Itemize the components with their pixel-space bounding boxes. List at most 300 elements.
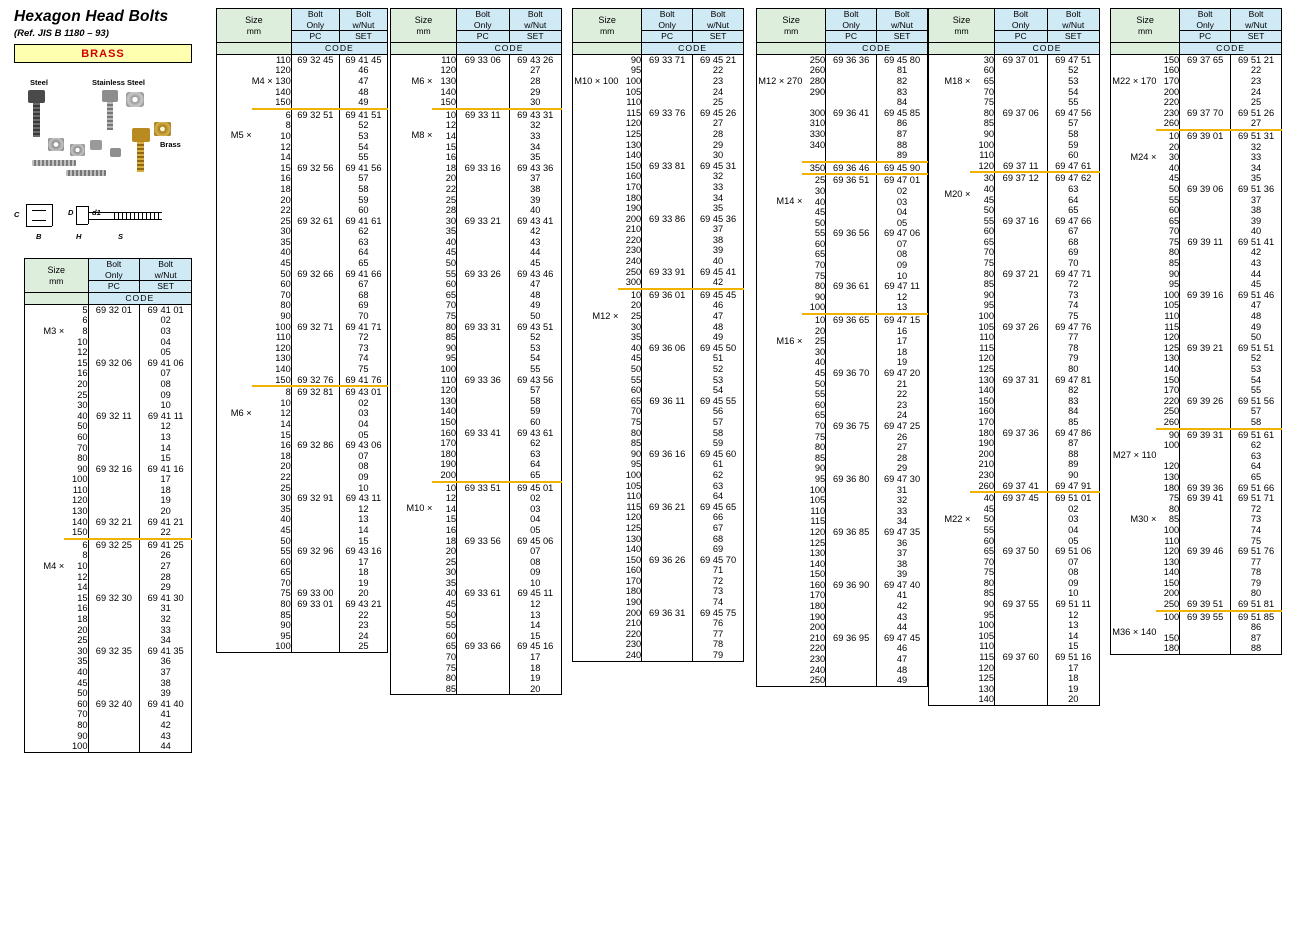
row-code-bolt-with-nut: 72	[1047, 279, 1100, 290]
row-code-bolt-only: 69 32 30	[88, 593, 140, 604]
row-code-bolt-only	[291, 536, 339, 547]
row-code-bolt-only	[642, 629, 693, 640]
row-code-bolt-with-nut: 15	[140, 453, 192, 464]
row-code-bolt-with-nut: 57	[693, 417, 744, 428]
row-code-bolt-with-nut: 16	[877, 326, 928, 337]
row-code-bolt-only: 69 33 66	[457, 641, 509, 652]
row-code-bolt-with-nut: 69 45 50	[693, 343, 744, 354]
row-code-bolt-with-nut: 23	[1231, 76, 1282, 87]
row-length-mm: 230	[809, 654, 826, 665]
row-code-bolt-only	[995, 631, 1047, 642]
row-length-mm: 220	[809, 643, 826, 654]
size-group-label: M22 ×	[944, 513, 971, 524]
row-length-mm: 180	[440, 448, 457, 459]
row-code-bolt-with-nut: 09	[509, 567, 562, 578]
row-length-mm: 14	[445, 503, 457, 514]
size-group-label	[391, 536, 433, 589]
row-length-mm: 115	[810, 516, 826, 527]
row-code-bolt-only	[88, 731, 140, 742]
size-group-label	[25, 464, 65, 517]
row-code-bolt-only: 69 37 21	[995, 269, 1047, 280]
row-length-mm: 75	[983, 258, 995, 269]
row-code-bolt-with-nut: 23	[693, 76, 744, 87]
row-code-bolt-only: 69 36 16	[642, 449, 693, 460]
row-code-bolt-with-nut: 49	[1231, 322, 1282, 333]
row-length-mm: 50	[983, 205, 995, 216]
row-length-mm: 40	[814, 357, 826, 368]
table-row	[25, 593, 192, 604]
table-row	[757, 580, 928, 591]
row-code-bolt-with-nut: 35	[509, 152, 562, 163]
row-code-bolt-only	[88, 572, 140, 583]
row-code-bolt-only	[88, 614, 140, 625]
row-code-bolt-only	[457, 396, 509, 407]
row-code-bolt-only	[291, 205, 339, 216]
row-code-bolt-with-nut: 77	[1047, 332, 1100, 343]
row-length-mm: 40	[970, 492, 994, 504]
row-code-bolt-only: 69 32 71	[291, 322, 339, 333]
row-length-mm: 35	[77, 656, 88, 667]
pc-header: PC	[995, 31, 1047, 43]
row-length-mm: 210	[809, 632, 826, 643]
row-code-bolt-only	[291, 184, 339, 195]
row-code-bolt-with-nut: 36	[140, 656, 192, 667]
row-length-mm: 25	[280, 215, 291, 226]
size-group-label	[391, 588, 433, 641]
row-code-bolt-with-nut: 79	[1047, 353, 1100, 364]
row-length-mm: 130	[809, 548, 826, 559]
row-code-bolt-with-nut: 02	[877, 186, 928, 197]
row-length-mm: 190	[809, 611, 826, 622]
size-header: Size mm	[757, 9, 826, 43]
row-code-bolt-with-nut: 28	[140, 572, 192, 583]
row-code-bolt-with-nut: 27	[140, 561, 192, 572]
table-row	[391, 641, 562, 652]
row-length-mm: 65	[445, 641, 457, 652]
row-code-bolt-with-nut: 37	[1231, 195, 1282, 206]
screw-long-2	[66, 170, 106, 176]
row-length-mm: 70	[814, 420, 826, 431]
bolt-only-header: Bolt Only	[995, 9, 1047, 31]
row-code-bolt-only: 69 36 11	[642, 396, 693, 407]
row-code-bolt-with-nut: 69 43 46	[509, 269, 562, 280]
row-code-bolt-only	[642, 565, 693, 576]
row-code-bolt-with-nut: 37	[140, 667, 192, 678]
row-code-bolt-with-nut: 69 41 16	[140, 464, 192, 475]
row-length-mm: 150	[1163, 577, 1180, 588]
row-length-mm: 125	[625, 128, 642, 139]
row-length-mm: 22	[280, 205, 291, 216]
row-length-mm: 25	[77, 389, 88, 400]
row-code-bolt-only: 69 36 65	[826, 314, 877, 326]
row-code-bolt-only	[1180, 557, 1231, 568]
row-code-bolt-only	[642, 87, 693, 98]
row-length-mm: 60	[983, 535, 995, 546]
row-length-mm: 260	[978, 480, 995, 491]
row-code-bolt-with-nut: 80	[1231, 588, 1282, 599]
table-row	[573, 449, 744, 460]
standard-reference: (Ref. JIS B 1180 – 93)	[14, 28, 109, 39]
table-row	[757, 314, 928, 326]
row-code-bolt-only	[457, 173, 509, 184]
row-code-bolt-only	[995, 76, 1047, 87]
table-row	[391, 536, 562, 547]
row-code-bolt-only	[642, 618, 693, 629]
row-code-bolt-with-nut: 27	[509, 65, 562, 76]
row-code-bolt-only: 69 32 06	[88, 358, 140, 369]
row-length-mm: 100	[809, 302, 826, 313]
row-length-mm: 60	[445, 279, 457, 290]
size-group-label: M18 ×	[944, 75, 971, 86]
row-length-mm: 80	[77, 719, 88, 730]
row-length-mm: 80	[445, 321, 457, 332]
row-length-mm: 130	[978, 683, 995, 694]
row-code-bolt-with-nut: 69 45 60	[693, 449, 744, 460]
row-code-bolt-only	[88, 635, 140, 646]
row-code-bolt-only: 69 32 45	[291, 54, 339, 65]
size-group-label	[929, 652, 971, 705]
row-code-bolt-with-nut: 50	[509, 311, 562, 322]
row-code-bolt-only	[995, 514, 1047, 525]
row-code-bolt-only	[642, 97, 693, 108]
row-length-mm: 120	[440, 385, 457, 396]
row-code-bolt-only	[457, 684, 509, 695]
size-group-label: M27 × 110	[1112, 450, 1157, 461]
row-length-mm: 90	[280, 311, 291, 322]
row-length-mm: 120	[978, 160, 995, 171]
row-code-bolt-only	[457, 364, 509, 375]
row-length-mm: 55	[445, 268, 457, 279]
row-code-bolt-only	[995, 290, 1047, 301]
row-length-mm: 20	[1168, 141, 1180, 152]
row-length-mm: 100	[275, 641, 291, 652]
row-length-mm: 35	[280, 503, 291, 514]
stainless-bolt-head	[102, 90, 118, 102]
size-group-label	[25, 411, 65, 464]
code-header-row	[1111, 43, 1282, 55]
material-badge	[14, 44, 192, 63]
row-length-mm: 65	[983, 546, 995, 557]
row-length-mm: 55	[814, 228, 826, 239]
row-length-mm: 340	[809, 139, 826, 150]
row-length-mm: 105	[1163, 300, 1180, 311]
row-code-bolt-with-nut: 69 45 85	[877, 108, 928, 119]
row-length-mm: 80	[77, 453, 88, 464]
row-code-bolt-with-nut: 79	[1231, 578, 1282, 589]
row-code-bolt-only	[1180, 353, 1231, 364]
row-length-mm: 15	[445, 514, 457, 525]
row-code-bolt-with-nut: 32	[1231, 142, 1282, 153]
size-group-label	[391, 269, 433, 322]
row-length-mm: 50	[983, 514, 995, 525]
row-code-bolt-with-nut: 86	[1231, 622, 1282, 633]
row-code-bolt-only	[995, 449, 1047, 460]
row-length-mm: 65	[814, 410, 826, 421]
row-code-bolt-with-nut: 14	[140, 443, 192, 454]
row-code-bolt-with-nut: 62	[1231, 440, 1282, 451]
row-code-bolt-only: 69 33 21	[457, 216, 509, 227]
row-code-bolt-with-nut: 42	[877, 601, 928, 612]
row-code-bolt-with-nut: 75	[339, 364, 387, 375]
size-group-label: M30 ×	[1130, 514, 1157, 525]
row-code-bolt-only	[642, 523, 693, 534]
row-length-mm: 55	[814, 389, 826, 400]
row-length-mm: 30	[1168, 152, 1180, 163]
row-length-mm: 100	[440, 364, 457, 374]
row-code-bolt-only	[826, 453, 877, 464]
row-length-mm: 70	[77, 442, 88, 453]
row-code-bolt-with-nut: 20	[509, 684, 562, 695]
table-row	[757, 474, 928, 485]
row-code-bolt-only: 69 32 56	[291, 163, 339, 174]
row-code-bolt-with-nut: 69 47 91	[1047, 481, 1100, 493]
code-table-col3	[572, 8, 744, 662]
row-length-mm: 60	[280, 279, 291, 290]
row-code-bolt-with-nut: 69 51 41	[1231, 237, 1282, 248]
row-code-bolt-with-nut: 73	[1231, 514, 1282, 525]
row-code-bolt-only	[826, 207, 877, 218]
row-length-mm: 105	[625, 480, 642, 491]
row-code-bolt-only	[826, 249, 877, 260]
row-code-bolt-with-nut: 80	[1047, 364, 1100, 375]
row-code-bolt-only	[995, 87, 1047, 98]
row-length-mm: 110	[979, 332, 995, 343]
row-code-bolt-with-nut: 58	[339, 184, 387, 195]
size-group-label	[391, 641, 433, 694]
row-code-bolt-with-nut: 40	[1231, 226, 1282, 237]
row-code-bolt-only	[995, 300, 1047, 311]
row-code-bolt-with-nut: 69 41 06	[140, 358, 192, 369]
row-length-mm: 50	[814, 217, 826, 228]
row-code-bolt-with-nut: 15	[339, 536, 387, 547]
size-group-label	[757, 368, 803, 421]
row-code-bolt-with-nut: 27	[1231, 118, 1282, 130]
row-code-bolt-only	[291, 419, 339, 430]
row-length-mm: 14	[445, 130, 457, 141]
row-code-bolt-with-nut: 47	[1231, 300, 1282, 311]
row-length-mm: 90	[814, 291, 826, 302]
bolt-with-nut-header: Bolt w/Nut	[339, 9, 387, 31]
row-code-bolt-with-nut: 10	[1047, 588, 1100, 599]
row-code-bolt-with-nut: 69 41 45	[339, 54, 387, 65]
row-length-mm: 6	[252, 109, 292, 121]
table-row	[217, 440, 388, 451]
row-code-bolt-only	[995, 459, 1047, 470]
row-code-bolt-only	[457, 631, 509, 642]
row-length-mm: 85	[983, 279, 995, 290]
row-length-mm: 120	[275, 342, 291, 353]
row-code-bolt-with-nut: 53	[1231, 364, 1282, 375]
header-row-1	[217, 9, 388, 31]
row-code-bolt-with-nut: 55	[1231, 385, 1282, 396]
row-length-mm: 240	[809, 664, 826, 675]
row-length-mm: 115	[626, 501, 642, 512]
row-length-mm: 45	[445, 247, 457, 258]
row-code-bolt-with-nut: 02	[1047, 504, 1100, 515]
row-code-bolt-only	[457, 120, 509, 131]
row-code-bolt-only	[88, 625, 140, 636]
header-row-1	[929, 9, 1100, 31]
row-length-mm: 18	[445, 535, 457, 546]
row-length-mm: 40	[983, 183, 995, 194]
row-code-bolt-with-nut: 69 45 41	[693, 267, 744, 278]
row-code-bolt-with-nut: 46	[877, 643, 928, 654]
row-code-bolt-with-nut: 74	[1231, 525, 1282, 536]
row-length-mm: 14	[77, 582, 88, 593]
row-code-bolt-only	[291, 364, 339, 375]
row-code-bolt-only	[88, 720, 140, 731]
row-code-bolt-with-nut: 64	[509, 459, 562, 470]
row-length-mm: 5	[82, 304, 88, 315]
row-length-mm: 130	[72, 506, 88, 517]
row-code-bolt-with-nut: 69 43 51	[509, 322, 562, 333]
row-length-mm: 16	[445, 152, 457, 163]
row-length-mm: 200	[440, 469, 457, 480]
row-code-bolt-only	[642, 385, 693, 396]
row-code-bolt-only	[995, 258, 1047, 269]
row-length-mm: 80	[630, 427, 642, 438]
row-code-bolt-only: 69 32 91	[291, 493, 339, 504]
row-code-bolt-only	[88, 709, 140, 720]
row-code-bolt-only	[1180, 311, 1231, 322]
size-group-label	[1111, 290, 1157, 343]
size-group-label: M12 ×	[592, 310, 619, 321]
row-length-mm: 15	[280, 429, 291, 440]
row-code-bolt-with-nut: 05	[339, 430, 387, 441]
table-row	[1111, 108, 1282, 119]
row-length-mm: 85	[445, 332, 457, 343]
row-length-mm: 75	[445, 311, 457, 322]
row-code-bolt-only	[826, 218, 877, 229]
row-code-bolt-only	[88, 474, 140, 485]
row-length-mm: 105	[978, 630, 995, 641]
row-code-bolt-only	[642, 277, 693, 289]
row-code-bolt-with-nut: 14	[1047, 631, 1100, 642]
code-header-row	[757, 43, 928, 55]
row-length-mm: 35	[445, 226, 457, 237]
row-code-bolt-only	[995, 129, 1047, 140]
table-row	[391, 163, 562, 174]
row-code-bolt-only	[826, 506, 877, 517]
stainless-nut	[126, 92, 144, 107]
table-row	[929, 375, 1100, 386]
table-row	[25, 699, 192, 710]
size-header: Size mm	[391, 9, 457, 43]
table-row	[1111, 599, 1282, 611]
table-row	[757, 633, 928, 644]
row-code-bolt-with-nut: 34	[693, 193, 744, 204]
code-header-row	[573, 43, 744, 55]
row-code-bolt-only	[88, 603, 140, 614]
row-code-bolt-with-nut: 62	[339, 226, 387, 237]
row-length-mm: 50	[77, 421, 88, 432]
row-code-bolt-only	[291, 567, 339, 578]
row-code-bolt-with-nut: 69 51 26	[1231, 108, 1282, 119]
row-length-mm: 100	[72, 741, 88, 752]
row-code-bolt-with-nut: 69 41 51	[339, 109, 387, 121]
row-length-mm: 60	[983, 226, 995, 237]
row-code-bolt-only	[642, 650, 693, 661]
row-code-bolt-with-nut: 69 43 21	[339, 599, 387, 610]
row-code-bolt-with-nut: 42	[693, 277, 744, 289]
row-code-bolt-with-nut: 73	[1047, 290, 1100, 301]
row-code-bolt-only	[642, 140, 693, 151]
size-group-label	[573, 161, 619, 214]
table-row	[391, 54, 562, 65]
row-length-mm: 20	[445, 173, 457, 184]
row-length-mm: 120	[275, 65, 291, 76]
row-code-bolt-with-nut: 77	[1231, 557, 1282, 568]
row-length-mm: 125	[978, 364, 995, 374]
row-code-bolt-only	[995, 438, 1047, 449]
row-code-bolt-only	[88, 337, 140, 348]
row-code-bolt-with-nut: 68	[1047, 237, 1100, 248]
row-code-bolt-only	[642, 534, 693, 545]
row-length-mm: 130	[275, 353, 291, 364]
row-code-bolt-only	[291, 398, 339, 409]
row-code-bolt-only: 69 33 36	[457, 375, 509, 386]
row-code-bolt-only	[826, 622, 877, 633]
row-code-bolt-with-nut: 10	[877, 271, 928, 282]
row-code-bolt-only	[995, 684, 1047, 695]
row-code-bolt-only	[457, 258, 509, 269]
row-length-mm: 180	[809, 601, 826, 612]
row-code-bolt-with-nut: 19	[877, 357, 928, 368]
table-row	[25, 358, 192, 369]
row-code-bolt-with-nut: 22	[693, 65, 744, 76]
row-code-bolt-with-nut: 12	[509, 599, 562, 610]
row-code-bolt-only: 69 33 41	[457, 428, 509, 439]
row-length-mm: 160	[978, 406, 995, 417]
code-header-row	[391, 43, 562, 55]
row-code-bolt-with-nut: 72	[693, 576, 744, 587]
photo-label-brass: Brass	[160, 140, 181, 149]
row-code-bolt-with-nut: 12	[1047, 610, 1100, 621]
row-code-bolt-only	[457, 237, 509, 248]
table-row	[757, 228, 928, 239]
row-length-mm: 130	[625, 139, 642, 150]
row-code-bolt-only	[995, 620, 1047, 631]
row-code-bolt-with-nut: 69 51 06	[1047, 546, 1100, 557]
size-group-label	[757, 633, 803, 686]
row-length-mm: 8	[252, 386, 292, 398]
row-length-mm: 115	[979, 652, 995, 663]
row-length-mm: 240	[625, 256, 642, 267]
row-code-bolt-with-nut: 44	[1231, 269, 1282, 280]
row-length-mm: 130	[625, 533, 642, 544]
row-code-bolt-with-nut: 69 43 01	[339, 386, 387, 398]
size-group-label	[391, 322, 433, 375]
row-code-bolt-with-nut: 29	[509, 87, 562, 98]
row-length-mm: 140	[625, 544, 642, 555]
row-code-bolt-with-nut: 82	[877, 76, 928, 87]
row-code-bolt-with-nut: 38	[140, 678, 192, 689]
row-length-mm: 130	[440, 75, 457, 86]
row-length-mm: 40	[77, 666, 88, 677]
row-code-bolt-only	[826, 197, 877, 208]
row-code-bolt-with-nut: 12	[140, 421, 192, 432]
row-code-bolt-only: 69 39 06	[1180, 184, 1231, 195]
row-code-bolt-with-nut: 23	[339, 620, 387, 631]
row-code-bolt-with-nut: 40	[693, 256, 744, 267]
size-group-label: M22 × 170	[1112, 75, 1157, 86]
row-length-mm: 30	[280, 493, 291, 504]
table-row	[929, 599, 1100, 610]
table-row	[1111, 483, 1282, 494]
row-length-mm: 110	[626, 491, 642, 502]
row-code-bolt-only: 69 39 41	[1180, 493, 1231, 504]
row-code-bolt-only	[457, 620, 509, 631]
